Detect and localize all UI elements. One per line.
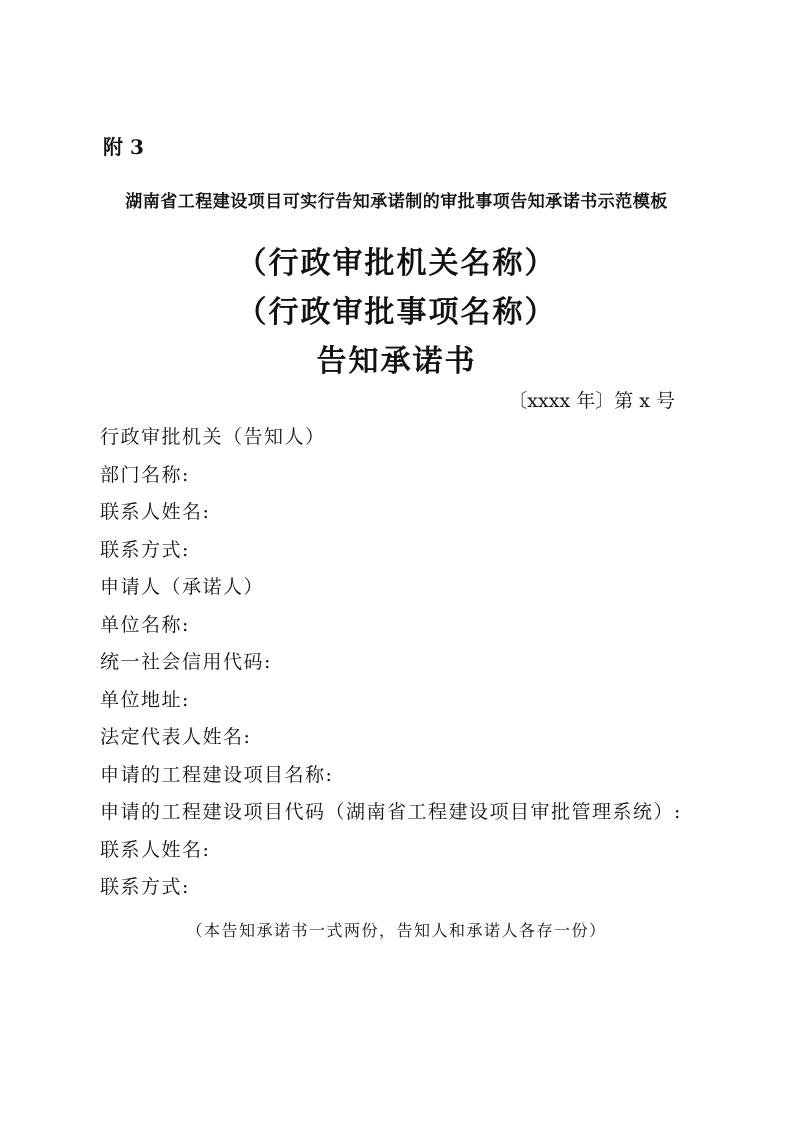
- field-project-name: 申请的工程建设项目名称:: [100, 763, 334, 786]
- field-applicant-promisor: 申请人（承诺人）: [100, 576, 265, 598]
- title-approval-item-name: （行政审批事项名称）: [236, 295, 557, 330]
- field-unit-name: 单位名称:: [100, 613, 190, 636]
- field-legal-representative: 法定代表人姓名:: [100, 726, 252, 748]
- attachment-label: 附 3: [103, 135, 144, 159]
- field-authority-notifier: 行政审批机关（告知人）: [100, 426, 326, 448]
- field-applicant-contact-name: 联系人姓名:: [100, 838, 211, 861]
- field-credit-code: 统一社会信用代码:: [100, 651, 272, 673]
- field-department-name: 部门名称:: [100, 463, 190, 486]
- footer-note: （本告知承诺书一式两份，告知人和承诺人各存一份）: [186, 921, 607, 940]
- field-applicant-contact-info: 联系方式:: [100, 876, 190, 898]
- document-subtitle: 湖南省工程建设项目可实行告知承诺制的审批事项告知承诺书示范模板: [125, 192, 668, 212]
- title-commitment-letter: 告知承诺书: [316, 344, 477, 379]
- field-authority-contact-name: 联系人姓名:: [100, 501, 211, 523]
- field-authority-contact-info: 联系方式:: [100, 538, 190, 561]
- form-fields: [100, 422, 700, 910]
- field-project-code: 申请的工程建设项目代码（湖南省工程建设项目审批管理系统）:: [100, 801, 682, 823]
- title-authority-name: （行政审批机关名称）: [236, 246, 557, 281]
- field-unit-address: 单位地址:: [100, 688, 190, 711]
- document-number: 〔xxxx 年〕第 x 号: [508, 390, 675, 412]
